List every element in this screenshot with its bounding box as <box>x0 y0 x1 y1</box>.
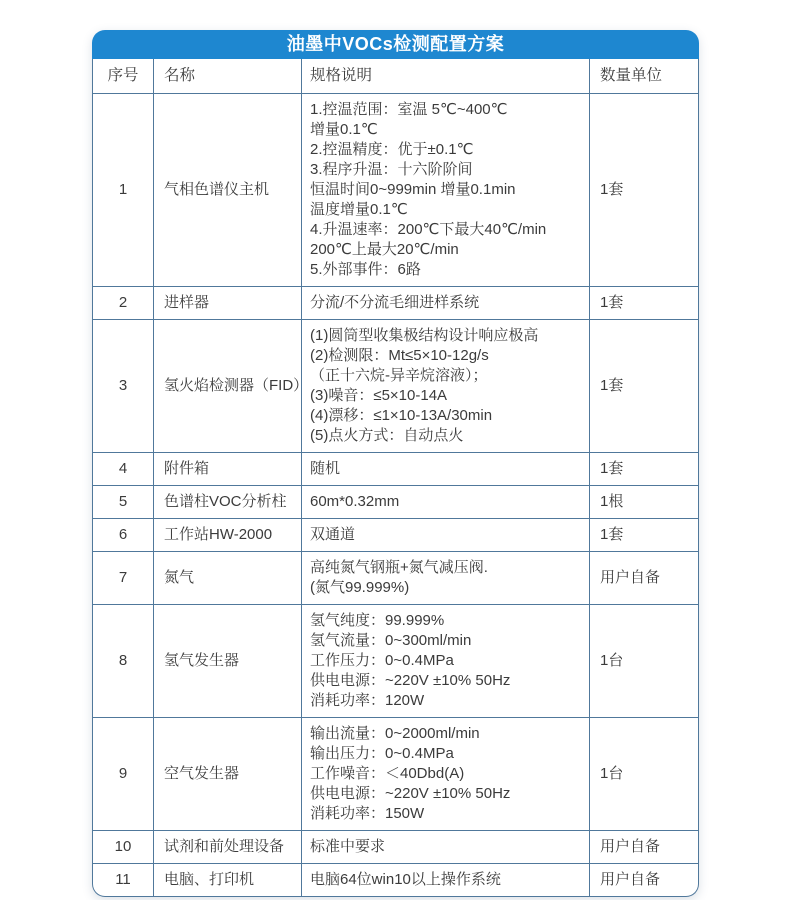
table-row <box>93 718 698 831</box>
row-number-cell: 6 <box>93 519 154 551</box>
spec-line: 温度增量0.1℃ <box>310 201 408 218</box>
spec-cell <box>302 864 590 896</box>
quantity-cell: 1根 <box>600 493 624 510</box>
item-name-cell: 空气发生器 <box>154 718 302 830</box>
spec-line: 增量0.1℃ <box>310 121 378 138</box>
spec-line: (5)点火方式：自动点火 <box>310 427 464 444</box>
table-row <box>93 486 698 519</box>
spec-line: 氢气纯度：99.999% <box>310 612 445 629</box>
quantity-cell: 1套 <box>600 377 624 394</box>
spec-line: 供电电源：~220V ±10% 50Hz <box>310 785 511 802</box>
spec-line: 消耗功率：120W <box>310 692 425 709</box>
spec-line: 工作噪音：＜40Dbd(A) <box>310 765 465 782</box>
item-name-cell: 氮气 <box>154 552 302 604</box>
spec-line: 60m*0.32mm <box>310 493 400 510</box>
table-row <box>93 831 698 864</box>
spec-line: 2.控温精度：优于±0.1℃ <box>310 141 474 158</box>
table-row <box>93 552 698 605</box>
spec-line: 供电电源：~220V ±10% 50Hz <box>310 672 511 689</box>
spec-line: （正十六烷-异辛烷溶液）； <box>310 367 488 384</box>
spec-line: 氢气流量：0~300ml/min <box>310 632 472 649</box>
item-name-cell: 附件箱 <box>154 453 302 485</box>
spec-line: (2)检测限：Mt≤5×10-12g/s <box>310 347 489 364</box>
spec-line: 3.程序升温：十六阶阶间 <box>310 161 473 178</box>
quantity-cell: 用户自备 <box>600 871 661 888</box>
table-title: 油墨中VOCs检测配置方案 <box>92 30 699 59</box>
row-number-cell: 10 <box>93 831 154 863</box>
table-row <box>93 287 698 320</box>
spec-line: (3)噪音：≤5×10-14A <box>310 387 448 404</box>
item-name-cell: 试剂和前处理设备 <box>154 831 302 863</box>
spec-line: 输出压力：0~0.4MPa <box>310 745 454 762</box>
spec-cell <box>302 605 590 717</box>
spec-line: (1)圆筒型收集极结构设计响应极高 <box>310 327 539 344</box>
row-number-cell: 11 <box>93 864 154 896</box>
spec-line: 高纯氮气钢瓶+氮气减压阀. <box>310 559 488 576</box>
quantity-cell: 1台 <box>600 652 624 669</box>
spec-line: 工作压力：0~0.4MPa <box>310 652 454 669</box>
column-header-no: 序号 <box>93 59 154 93</box>
spec-line: (氮气99.999%) <box>310 579 410 596</box>
item-name-cell: 氢火焰检测器（FID） <box>154 320 302 452</box>
table-row <box>93 94 698 287</box>
spec-cell <box>302 718 590 830</box>
row-number-cell: 4 <box>93 453 154 485</box>
spec-line: 消耗功率：150W <box>310 805 425 822</box>
spec-cell <box>302 453 590 485</box>
item-name-cell: 工作站HW-2000 <box>154 519 302 551</box>
table-row <box>93 519 698 552</box>
quantity-cell: 1套 <box>600 460 624 477</box>
column-header-name: 名称 <box>154 59 302 93</box>
spec-line: 随机 <box>310 460 341 477</box>
spec-cell <box>302 320 590 452</box>
spec-cell <box>302 552 590 604</box>
row-number-cell: 3 <box>93 320 154 452</box>
quantity-cell: 用户自备 <box>600 569 661 586</box>
item-name-cell: 气相色谱仪主机 <box>154 94 302 286</box>
row-number-cell: 5 <box>93 486 154 518</box>
table-row <box>93 864 698 896</box>
quantity-cell: 1套 <box>600 181 624 198</box>
row-number-cell: 7 <box>93 552 154 604</box>
column-header-spec: 规格说明 <box>302 59 590 93</box>
spec-line: 标准中要求 <box>310 838 386 855</box>
table-body <box>93 94 698 896</box>
spec-cell <box>302 519 590 551</box>
column-header-qty: 数量单位 <box>600 67 663 84</box>
config-table <box>92 59 699 897</box>
table-row <box>93 605 698 718</box>
spec-cell <box>302 486 590 518</box>
config-table-card <box>92 30 699 897</box>
row-number-cell: 9 <box>93 718 154 830</box>
spec-cell <box>302 831 590 863</box>
quantity-cell: 1套 <box>600 294 624 311</box>
table-row <box>93 453 698 486</box>
table-header-row <box>93 59 698 94</box>
item-name-cell: 进样器 <box>154 287 302 319</box>
spec-line: 200℃上最大20℃/min <box>310 241 459 258</box>
spec-line: 4.升温速率：200℃下最大40℃/min <box>310 221 547 238</box>
row-number-cell: 2 <box>93 287 154 319</box>
spec-line: 恒温时间0~999min 增量0.1min <box>310 181 516 198</box>
quantity-cell: 用户自备 <box>600 838 661 855</box>
row-number-cell: 8 <box>93 605 154 717</box>
spec-line: (4)漂移：≤1×10-13A/30min <box>310 407 493 424</box>
spec-line: 5.外部事件：6路 <box>310 261 421 278</box>
spec-line: 1.控温范围：室温 5℃~400℃ <box>310 101 508 118</box>
row-number-cell: 1 <box>93 94 154 286</box>
spec-line: 双通道 <box>310 526 356 543</box>
quantity-cell: 1套 <box>600 526 624 543</box>
item-name-cell: 电脑、打印机 <box>154 864 302 896</box>
item-name-cell: 色谱柱VOC分析柱 <box>154 486 302 518</box>
quantity-cell: 1台 <box>600 765 624 782</box>
spec-cell <box>302 94 590 286</box>
spec-line: 输出流量：0~2000ml/min <box>310 725 480 742</box>
spec-cell <box>302 287 590 319</box>
spec-line: 分流/不分流毛细进样系统 <box>310 294 480 311</box>
spec-line: 电脑64位win10以上操作系统 <box>310 871 501 888</box>
table-row <box>93 320 698 453</box>
item-name-cell: 氢气发生器 <box>154 605 302 717</box>
